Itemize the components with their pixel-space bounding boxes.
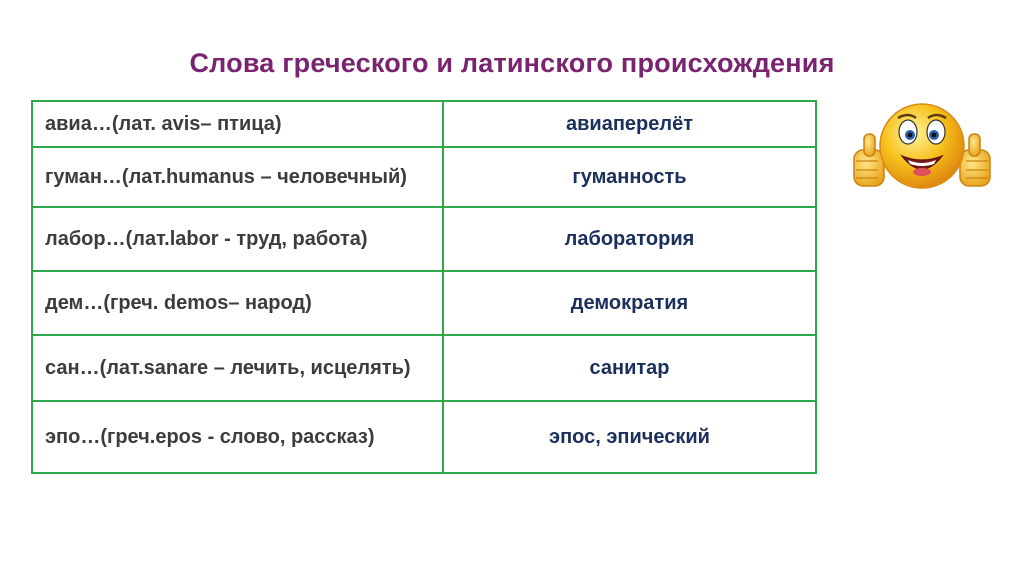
word-cell: санитар	[443, 335, 816, 401]
word-origin-table	[31, 100, 817, 474]
page-title: Слова греческого и латинского происхождения	[189, 48, 835, 78]
word-cell: гуманность	[443, 147, 816, 207]
root-cell: авиа…(лат. avis– птица)	[32, 101, 443, 147]
table-row	[32, 207, 816, 271]
word-cell: эпос, эпический	[443, 401, 816, 473]
word-cell: лаборатория	[443, 207, 816, 271]
root-cell: лабор…(лат.labor - труд, работа)	[32, 207, 443, 271]
root-cell: гуман…(лат.humanus – человечный)	[32, 147, 443, 207]
smiley-thumbs-up-icon	[848, 98, 996, 198]
table-row	[32, 147, 816, 207]
word-cell: демократия	[443, 271, 816, 335]
root-cell: дем…(греч. demos– народ)	[32, 271, 443, 335]
table-row	[32, 335, 816, 401]
root-cell: сан…(лат.sanare – лечить, исцелять)	[32, 335, 443, 401]
table-row	[32, 271, 816, 335]
table-row	[32, 401, 816, 473]
root-cell: эпо…(греч.epos - слово, рассказ)	[32, 401, 443, 473]
table-row	[32, 101, 816, 147]
word-cell: авиаперелёт	[443, 101, 816, 147]
